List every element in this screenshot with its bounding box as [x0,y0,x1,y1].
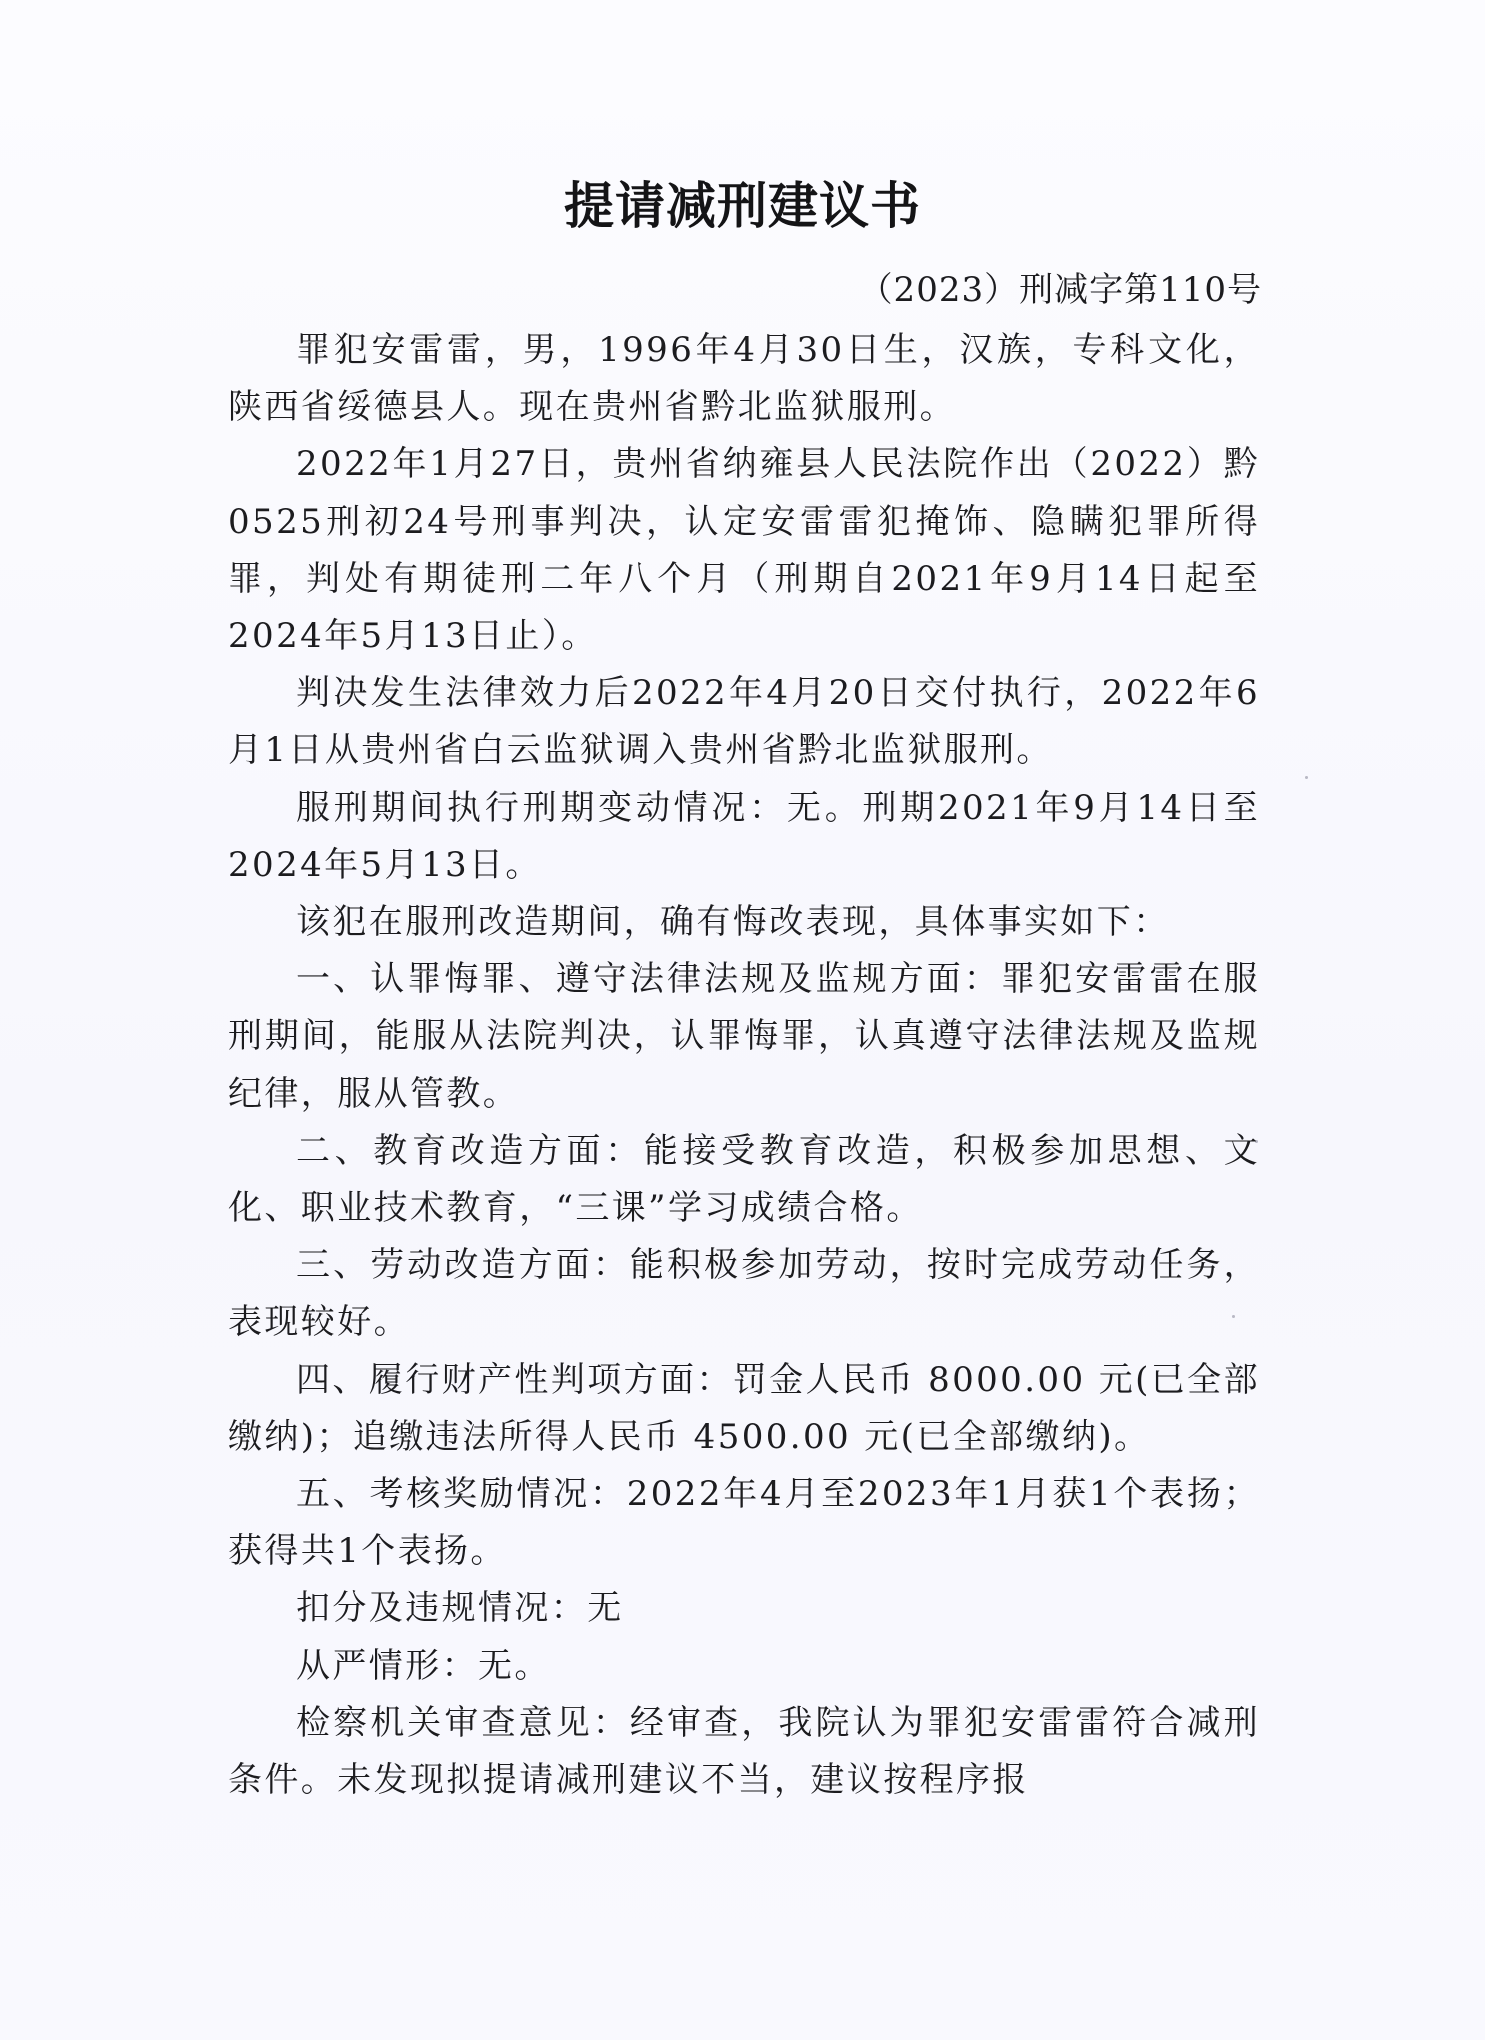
paragraph-procuratorate-opinion: 检察机关审查意见：经审查，我院认为罪犯安雷雷符合减刑条件。未发现拟提请减刑建议不当，建议按程序报 [228,1702,1260,1801]
paragraph-labor: 三、劳动改造方面：能积极参加劳动，按时完成劳动任务，表现较好。 [228,1245,1260,1343]
paragraph-execution: 判决发生法律效力后2022年4月20日交付执行，2022年6月1日从贵州省白云监狱调入贵州省黔北监狱服刑。 [228,673,1260,771]
document-title: 提请减刑建议书 [564,177,921,235]
paragraph-strict-cases: 从严情形：无。 [296,1645,551,1686]
document-body [228,322,1260,1809]
paragraph-facts-intro: 该犯在服刑改造期间，确有悔改表现，具体事实如下： [296,902,1170,943]
paragraph-property: 四、履行财产性判项方面：罚金人民币 8000.00 元(已全部缴纳)；追缴违法所得人民币 4500.00 元(已全部缴纳)。 [228,1359,1260,1457]
paragraph-rewards: 五、考核奖励情况：2022年4月至2023年1月获1个表扬；获得共1个表扬。 [228,1474,1260,1572]
document-number: （2023）刑减字第110号 [858,270,1262,310]
paragraph-violations: 扣分及违规情况：无 [296,1588,624,1629]
paragraph-education: 二、教育改造方面：能接受教育改造，积极参加思想、文化、职业技术教育，“三课”学习成绩合格。 [228,1130,1260,1229]
paragraph-term-change: 服刑期间执行刑期变动情况：无。刑期2021年9月14日至2024年5月13日。 [228,787,1260,885]
paragraph-prisoner-info: 罪犯安雷雷，男，1996年4月30日生，汉族，专科文化，陕西省绥德县人。现在贵州省黔北监狱服刑。 [228,330,1260,428]
paragraph-repentance: 一、认罪悔罪、遵守法律法规及监规方面：罪犯安雷雷在服刑期间，能服从法院判决，认罪悔罪，认真遵守法律法规及监规纪律，服从管教。 [228,959,1260,1114]
paragraph-judgment: 2022年1月27日，贵州省纳雍县人民法院作出（2022）黔0525刑初24号刑事判决，认定安雷雷犯掩饰、隐瞒犯罪所得罪，判处有期徒刑二年八个月（刑期自2021年9月14日起至2024年5月13日止）。 [228,444,1260,657]
scan-speck [1305,776,1308,779]
